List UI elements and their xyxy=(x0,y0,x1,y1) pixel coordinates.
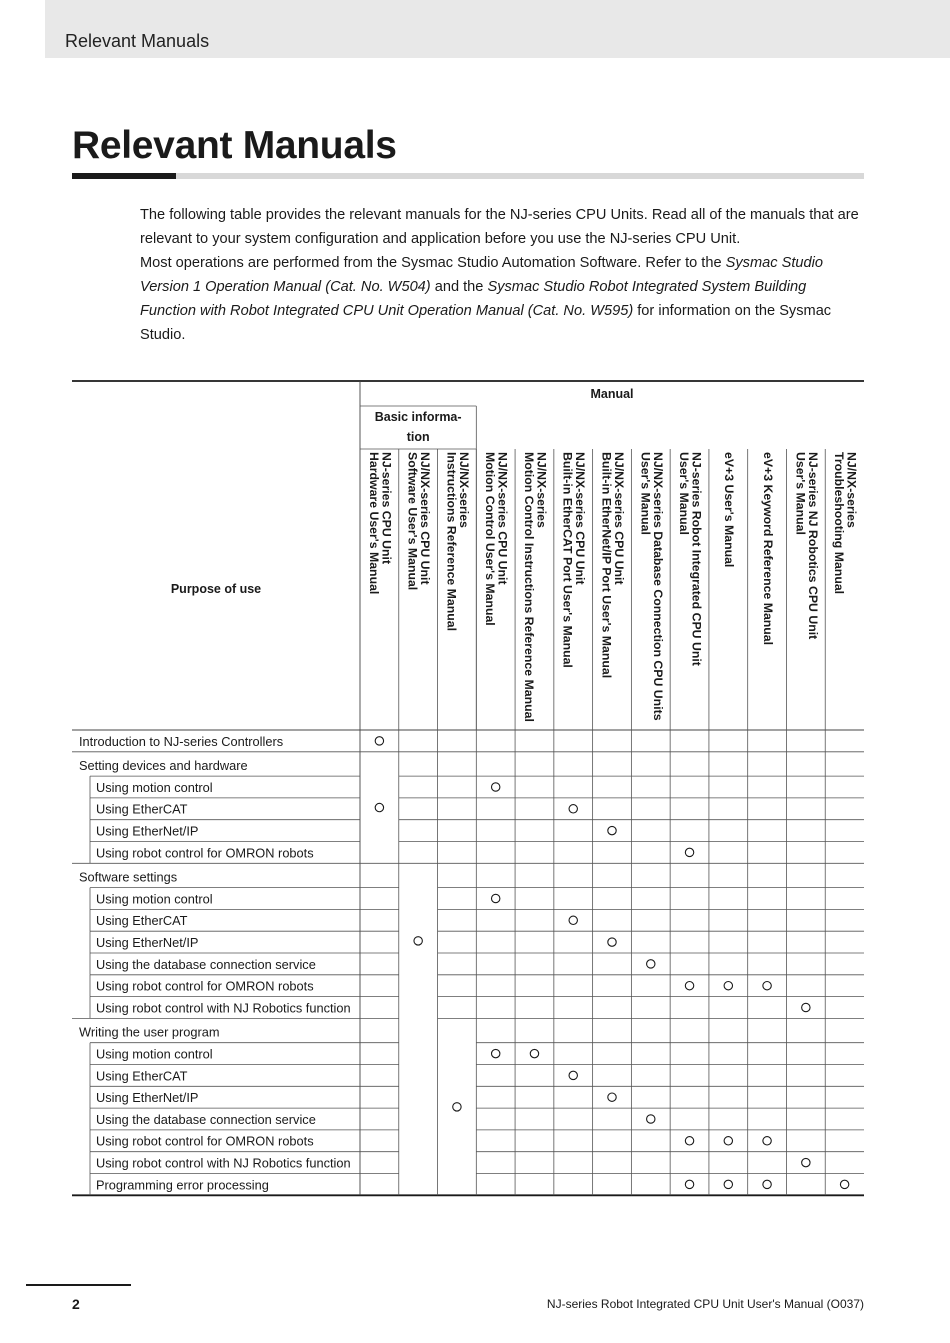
column-header-8: User's Manual xyxy=(677,452,692,535)
column-header-6: Built-in EtherNet/IP Port User's Manual xyxy=(599,452,614,679)
column-header-7: User's Manual xyxy=(638,452,653,535)
column-header-1: NJ/NX-series CPU Unit xyxy=(418,452,433,585)
column-header-3: Motion Control User's Manual xyxy=(483,452,498,626)
row-label: Using EtherCAT xyxy=(96,913,188,929)
page-title: Relevant Manuals xyxy=(72,124,397,167)
row-label: Using the database connection service xyxy=(96,1111,316,1127)
row-label: Using robot control for OMRON robots xyxy=(96,845,314,861)
intro-p2-a: Most operations are performed from the Sysmac Studio Automation Software. Refer to the xyxy=(140,255,726,271)
mark-14-4 xyxy=(530,1049,538,1057)
mark-15-5 xyxy=(569,1071,577,1079)
mark-18-8 xyxy=(685,1137,693,1145)
row-label: Using EtherNet/IP xyxy=(96,935,199,950)
row-label: Using EtherNet/IP xyxy=(96,823,199,839)
page-number: 2 xyxy=(72,1296,80,1312)
merged-mark-2 xyxy=(453,1103,461,1111)
row-group-label: Introduction to NJ-series Controllers xyxy=(79,733,284,749)
intro-ref-w504: Sysmac Studio Version 1 Operation Manual (Cat. No. W504) xyxy=(140,255,823,295)
column-header-11: NJ-series NJ Robotics CPU Unit xyxy=(805,452,820,640)
footer-doc-title: NJ-series Robot Integrated CPU Unit User's Manual (O037) xyxy=(546,1297,864,1311)
column-header-11: User's Manual xyxy=(793,452,808,535)
column-header-4: Motion Control Instructions Reference Manual xyxy=(521,452,536,722)
purpose-header: Purpose of use xyxy=(170,582,262,596)
row-group-label: Setting devices and hardware xyxy=(79,758,248,774)
mark-20-10 xyxy=(763,1180,771,1188)
row-label: Using motion control xyxy=(96,891,213,907)
column-header-6: NJ/NX-series CPU Unit xyxy=(612,452,626,585)
merged-mark-0 xyxy=(375,803,383,811)
column-header-8: NJ-series Robot Integrated CPU Unit xyxy=(689,452,704,666)
basic-info-header: tion xyxy=(406,430,430,444)
mark-5-8 xyxy=(685,848,693,856)
row-label: Using robot control for OMRON robots xyxy=(96,978,314,994)
column-header-5: NJ/NX-series CPU Unit xyxy=(573,452,588,585)
row-label: Using EtherCAT xyxy=(96,801,188,817)
mark-2-3 xyxy=(491,783,499,791)
column-header-9: eV+3 User's Manual xyxy=(722,452,737,568)
column-header-12: NJ/NX-series xyxy=(844,452,859,528)
row-label: Using robot control with NJ Robotics function xyxy=(96,1000,351,1016)
manual-header: Manual xyxy=(590,387,634,401)
mark-9-6 xyxy=(608,938,616,946)
row-label: Programming error processing xyxy=(96,1177,269,1193)
mark-3-5 xyxy=(569,805,577,813)
mark-12-11 xyxy=(802,1003,810,1011)
mark-10-7 xyxy=(647,960,655,968)
row-group-label: Software settings xyxy=(79,869,178,885)
row-label: Using robot control for OMRON robots xyxy=(96,1133,314,1149)
column-header-7: NJ/NX-series Database Connection CPU Units xyxy=(650,452,665,721)
mark-11-10 xyxy=(763,982,771,990)
column-header-2: Instructions Reference Manual xyxy=(444,452,459,632)
mark-16-6 xyxy=(608,1093,616,1101)
mark-20-8 xyxy=(685,1180,693,1188)
column-header-1: Software User's Manual xyxy=(405,452,420,591)
mark-0-0 xyxy=(375,737,383,745)
merged-mark-1 xyxy=(414,937,422,945)
intro-p2-b: and the xyxy=(430,279,488,295)
column-header-2: NJ/NX-series xyxy=(456,452,471,528)
mark-20-9 xyxy=(724,1180,732,1188)
column-header-5: Built-in EtherCAT Port User's Manual xyxy=(560,452,575,668)
row-label: Using the database connection service xyxy=(96,956,316,972)
row-label: Using motion control xyxy=(96,1046,213,1062)
mark-4-6 xyxy=(608,826,616,834)
column-header-10: eV+3 Keyword Reference Manual xyxy=(760,452,775,646)
mark-7-3 xyxy=(491,894,499,902)
section-header: Relevant Manuals xyxy=(65,31,210,51)
mark-11-9 xyxy=(724,982,732,990)
mark-14-3 xyxy=(491,1049,499,1057)
mark-17-7 xyxy=(647,1115,655,1123)
mark-11-8 xyxy=(685,982,693,990)
mark-19-11 xyxy=(802,1158,810,1166)
mark-18-10 xyxy=(763,1137,771,1145)
column-header-4: NJ/NX-series xyxy=(534,452,549,528)
mark-8-5 xyxy=(569,916,577,924)
column-header-12: Troubleshooting Manual xyxy=(832,452,847,595)
column-header-0: NJ-series CPU Unit xyxy=(379,452,394,565)
row-label: Using EtherNet/IP xyxy=(96,1090,199,1106)
basic-info-header: Basic informa- xyxy=(374,410,462,424)
row-label: Using motion control xyxy=(96,779,213,795)
intro-p2-c: for information on the Sysmac Studio. xyxy=(140,303,832,343)
row-label: Using EtherCAT xyxy=(96,1068,188,1084)
intro-ref-w595: Sysmac Studio Robot Integrated System Building Function with Robot Integrated CPU Unit Operation Manual (Cat. No. W595) xyxy=(140,279,807,319)
mark-20-12 xyxy=(840,1180,848,1188)
intro-paragraph-1: The following table provides the relevant manuals for the NJ-series CPU Units. Read all of the manuals that are relevant to your system configuration and application before you use the NJ-series CPU Unit. xyxy=(140,207,859,247)
row-label: Using robot control with NJ Robotics function xyxy=(96,1155,351,1171)
column-header-0: Hardware User's Manual xyxy=(366,452,381,595)
column-header-3: NJ/NX-series CPU Unit xyxy=(495,452,510,585)
footer-rule xyxy=(26,1284,131,1286)
mark-18-9 xyxy=(724,1137,732,1145)
row-group-label: Writing the user program xyxy=(79,1024,220,1040)
